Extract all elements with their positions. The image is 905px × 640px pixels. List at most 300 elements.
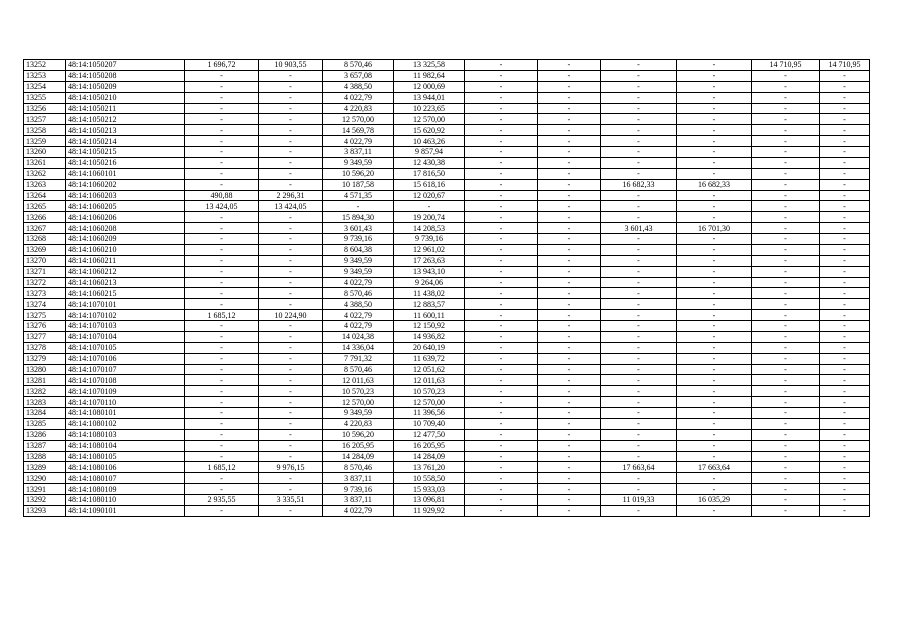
value-cell-6: - [538,201,601,212]
table-row [24,136,870,147]
value-cell-5: - [465,103,538,114]
row-number-cell: 13268 [24,234,66,245]
row-number-cell: 13264 [24,190,66,201]
value-cell-2: 13 424,05 [259,201,323,212]
value-cell-9: - [752,440,820,451]
value-cell-5: - [465,310,538,321]
value-cell-8: - [677,310,752,321]
value-cell-9: - [752,418,820,429]
value-cell-5: - [465,331,538,342]
value-cell-3: 10 596,20 [323,429,394,440]
value-cell-9: - [752,397,820,408]
cadastral-number-cell: 48:14:1050214 [66,136,185,147]
value-cell-3: 12 570,00 [323,114,394,125]
value-cell-1: - [185,147,259,158]
value-cell-3: 14 569,78 [323,125,394,136]
value-cell-1: 1 696,72 [185,60,259,71]
row-number-cell: 13269 [24,244,66,255]
value-cell-6: - [538,136,601,147]
value-cell-4: 12 570,00 [394,114,465,125]
row-number-cell: 13271 [24,266,66,277]
row-number-cell: 13278 [24,342,66,353]
value-cell-3: 8 570,46 [323,364,394,375]
table-row [24,70,870,81]
value-cell-2: - [259,364,323,375]
value-cell-6: - [538,92,601,103]
value-cell-7: - [601,103,677,114]
value-cell-8: - [677,397,752,408]
cadastral-number-cell: 48:14:1060209 [66,234,185,245]
value-cell-1: - [185,244,259,255]
row-number-cell: 13254 [24,81,66,92]
value-cell-7: - [601,451,677,462]
cadastral-number-cell: 48:14:1080106 [66,462,185,473]
row-number-cell: 13261 [24,157,66,168]
value-cell-10: - [820,147,870,158]
cadastral-number-cell: 48:14:1070102 [66,310,185,321]
value-cell-9: - [752,386,820,397]
value-cell-2: - [259,440,323,451]
value-cell-1: - [185,70,259,81]
value-cell-8: - [677,190,752,201]
value-cell-1: - [185,136,259,147]
value-cell-3: 16 205,95 [323,440,394,451]
row-number-cell: 13279 [24,353,66,364]
value-cell-1: 13 424,05 [185,201,259,212]
value-cell-6: - [538,342,601,353]
value-cell-2: - [259,244,323,255]
cadastral-number-cell: 48:14:1080109 [66,484,185,495]
value-cell-6: - [538,375,601,386]
value-cell-1: - [185,342,259,353]
value-cell-8: - [677,168,752,179]
value-cell-7: - [601,386,677,397]
value-cell-5: - [465,451,538,462]
table-row [24,353,870,364]
value-cell-6: - [538,505,601,516]
value-cell-6: - [538,429,601,440]
value-cell-10: - [820,223,870,234]
row-number-cell: 13274 [24,299,66,310]
value-cell-8: - [677,60,752,71]
value-cell-1: - [185,375,259,386]
value-cell-7: 16 682,33 [601,179,677,190]
value-cell-1: - [185,451,259,462]
value-cell-10: - [820,473,870,484]
value-cell-4: 13 761,20 [394,462,465,473]
value-cell-2: - [259,375,323,386]
value-cell-6: - [538,81,601,92]
value-cell-6: - [538,331,601,342]
value-cell-3: 4 022,79 [323,92,394,103]
value-cell-4: 11 438,02 [394,288,465,299]
value-cell-2: 9 976,15 [259,462,323,473]
value-cell-2: - [259,299,323,310]
table-row [24,288,870,299]
value-cell-10: - [820,342,870,353]
value-cell-2: - [259,81,323,92]
value-cell-2: - [259,408,323,419]
value-cell-6: - [538,157,601,168]
value-cell-8: - [677,386,752,397]
table-row [24,147,870,158]
value-cell-3: 4 220,83 [323,418,394,429]
value-cell-6: - [538,266,601,277]
value-cell-4: 12 961,02 [394,244,465,255]
value-cell-7: - [601,81,677,92]
value-cell-9: - [752,70,820,81]
value-cell-3: 4 022,79 [323,321,394,332]
row-number-cell: 13259 [24,136,66,147]
cadastral-number-cell: 48:14:1060213 [66,277,185,288]
table-row [24,495,870,506]
table-row [24,114,870,125]
value-cell-3: 12 570,00 [323,397,394,408]
value-cell-3: 4 388,50 [323,81,394,92]
table-row [24,342,870,353]
table-row [24,375,870,386]
row-number-cell: 13290 [24,473,66,484]
value-cell-5: - [465,277,538,288]
table-row [24,244,870,255]
value-cell-8: - [677,473,752,484]
table-row [24,266,870,277]
value-cell-10: - [820,386,870,397]
cadastral-number-cell: 48:14:1060206 [66,212,185,223]
value-cell-6: - [538,190,601,201]
value-cell-9: - [752,310,820,321]
value-cell-4: 9 264,06 [394,277,465,288]
table-row [24,190,870,201]
value-cell-8: - [677,201,752,212]
value-cell-3: 3 837,11 [323,147,394,158]
table-row [24,223,870,234]
row-number-cell: 13281 [24,375,66,386]
table-row [24,505,870,516]
value-cell-5: - [465,473,538,484]
cadastral-number-cell: 48:14:1060202 [66,179,185,190]
value-cell-2: - [259,505,323,516]
value-cell-9: - [752,331,820,342]
value-cell-2: 10 224,90 [259,310,323,321]
cadastral-number-cell: 48:14:1060215 [66,288,185,299]
value-cell-3: 7 791,32 [323,353,394,364]
value-cell-1: - [185,408,259,419]
value-cell-6: - [538,60,601,71]
value-cell-9: - [752,179,820,190]
value-cell-3: 3 657,08 [323,70,394,81]
value-cell-1: - [185,353,259,364]
value-cell-10: - [820,201,870,212]
table-row [24,310,870,321]
cadastral-number-cell: 48:14:1070103 [66,321,185,332]
value-cell-3: 8 604,38 [323,244,394,255]
value-cell-1: 1 685,12 [185,310,259,321]
value-cell-2: - [259,418,323,429]
value-cell-3: 8 570,46 [323,462,394,473]
value-cell-8: - [677,277,752,288]
value-cell-10: - [820,440,870,451]
table-row [24,397,870,408]
value-cell-1: - [185,418,259,429]
value-cell-5: - [465,429,538,440]
value-cell-2: - [259,223,323,234]
value-cell-7: - [601,429,677,440]
value-cell-5: - [465,484,538,495]
value-cell-7: - [601,505,677,516]
value-cell-1: - [185,484,259,495]
cadastral-number-cell: 48:14:1070107 [66,364,185,375]
value-cell-5: - [465,168,538,179]
table-row [24,60,870,71]
value-cell-5: - [465,266,538,277]
row-number-cell: 13291 [24,484,66,495]
value-cell-4: 12 020,67 [394,190,465,201]
cadastral-number-cell: 48:14:1050216 [66,157,185,168]
value-cell-2: - [259,353,323,364]
value-cell-4: 9 739,16 [394,234,465,245]
value-cell-2: - [259,147,323,158]
value-cell-1: - [185,125,259,136]
value-cell-6: - [538,440,601,451]
value-cell-1: - [185,223,259,234]
table-row [24,386,870,397]
value-cell-6: - [538,234,601,245]
value-cell-7: - [601,212,677,223]
value-cell-8: - [677,136,752,147]
value-cell-4: 10 223,65 [394,103,465,114]
value-cell-7: - [601,125,677,136]
value-cell-5: - [465,179,538,190]
cadastral-number-cell: 48:14:1070106 [66,353,185,364]
value-cell-4: 17 816,50 [394,168,465,179]
value-cell-7: 17 663,64 [601,462,677,473]
value-cell-6: - [538,168,601,179]
value-cell-5: - [465,60,538,71]
value-cell-7: 3 601,43 [601,223,677,234]
value-cell-1: - [185,114,259,125]
value-cell-3: 14 284,09 [323,451,394,462]
value-cell-3: 9 349,59 [323,255,394,266]
value-cell-5: - [465,375,538,386]
value-cell-10: - [820,136,870,147]
value-cell-8: - [677,364,752,375]
cadastral-number-cell: 48:14:1080105 [66,451,185,462]
value-cell-4: 13 944,01 [394,92,465,103]
value-cell-1: - [185,81,259,92]
value-cell-9: - [752,223,820,234]
value-cell-8: 17 663,64 [677,462,752,473]
row-number-cell: 13258 [24,125,66,136]
value-cell-5: - [465,92,538,103]
value-cell-10: - [820,277,870,288]
row-number-cell: 13277 [24,331,66,342]
value-cell-5: - [465,157,538,168]
row-number-cell: 13287 [24,440,66,451]
value-cell-9: - [752,114,820,125]
value-cell-9: - [752,505,820,516]
value-cell-2: - [259,386,323,397]
value-cell-9: - [752,103,820,114]
value-cell-3: 9 739,16 [323,484,394,495]
value-cell-8: - [677,484,752,495]
value-cell-4: 17 263,63 [394,255,465,266]
value-cell-10: - [820,353,870,364]
value-cell-10: - [820,331,870,342]
value-cell-2: - [259,212,323,223]
value-cell-7: - [601,92,677,103]
value-cell-9: - [752,255,820,266]
cadastral-number-cell: 48:14:1060203 [66,190,185,201]
value-cell-5: - [465,244,538,255]
value-cell-9: - [752,266,820,277]
value-cell-4: 19 200,74 [394,212,465,223]
value-cell-6: - [538,462,601,473]
value-cell-8: - [677,418,752,429]
value-cell-8: - [677,331,752,342]
value-cell-2: - [259,288,323,299]
value-cell-3: 9 349,59 [323,266,394,277]
value-cell-10: - [820,299,870,310]
value-cell-4: 14 208,53 [394,223,465,234]
value-cell-1: - [185,103,259,114]
table-row [24,408,870,419]
value-cell-6: - [538,321,601,332]
cadastral-number-cell: 48:14:1060212 [66,266,185,277]
value-cell-8: - [677,212,752,223]
value-cell-10: - [820,157,870,168]
value-cell-6: - [538,364,601,375]
value-cell-4: 11 982,64 [394,70,465,81]
value-cell-1: - [185,288,259,299]
value-cell-8: 16 682,33 [677,179,752,190]
value-cell-7: - [601,310,677,321]
row-number-cell: 13273 [24,288,66,299]
value-cell-10: - [820,375,870,386]
value-cell-3: 14 024,38 [323,331,394,342]
value-cell-4: - [394,201,465,212]
cadastral-number-cell: 48:14:1080110 [66,495,185,506]
value-cell-7: - [601,408,677,419]
value-cell-6: - [538,299,601,310]
value-cell-9: - [752,353,820,364]
value-cell-7: - [601,331,677,342]
value-cell-10: 14 710,95 [820,60,870,71]
value-cell-4: 15 933,03 [394,484,465,495]
value-cell-2: - [259,429,323,440]
value-cell-10: - [820,212,870,223]
value-cell-10: - [820,179,870,190]
value-cell-7: - [601,114,677,125]
value-cell-3: 3 601,43 [323,223,394,234]
value-cell-9: - [752,147,820,158]
value-cell-7: - [601,418,677,429]
value-cell-9: - [752,277,820,288]
value-cell-5: - [465,125,538,136]
value-cell-8: - [677,408,752,419]
value-cell-3: 9 349,59 [323,408,394,419]
value-cell-5: - [465,408,538,419]
value-cell-5: - [465,342,538,353]
row-number-cell: 13262 [24,168,66,179]
value-cell-4: 12 051,62 [394,364,465,375]
value-cell-7: - [601,440,677,451]
value-cell-4: 12 150,92 [394,321,465,332]
value-cell-7: - [601,342,677,353]
value-cell-8: - [677,288,752,299]
value-cell-8: 16 701,30 [677,223,752,234]
value-cell-5: - [465,223,538,234]
value-cell-3: 8 570,46 [323,60,394,71]
table-row [24,299,870,310]
row-number-cell: 13263 [24,179,66,190]
value-cell-10: - [820,190,870,201]
value-cell-3: 4 022,79 [323,136,394,147]
value-cell-8: - [677,125,752,136]
value-cell-1: - [185,321,259,332]
row-number-cell: 13272 [24,277,66,288]
value-cell-2: - [259,179,323,190]
value-cell-10: - [820,244,870,255]
value-cell-7: - [601,364,677,375]
value-cell-6: - [538,277,601,288]
value-cell-4: 14 936,82 [394,331,465,342]
value-cell-9: - [752,168,820,179]
table-row [24,179,870,190]
value-cell-2: - [259,277,323,288]
value-cell-9: - [752,364,820,375]
value-cell-5: - [465,212,538,223]
value-cell-9: - [752,375,820,386]
cadastral-number-cell: 48:14:1050210 [66,92,185,103]
value-cell-3: 9 349,59 [323,157,394,168]
value-cell-4: 15 620,92 [394,125,465,136]
value-cell-5: - [465,386,538,397]
value-cell-4: 11 639,72 [394,353,465,364]
cadastral-number-cell: 48:14:1080103 [66,429,185,440]
cadastral-number-cell: 48:14:1050213 [66,125,185,136]
row-number-cell: 13283 [24,397,66,408]
row-number-cell: 13253 [24,70,66,81]
value-cell-8: - [677,103,752,114]
value-cell-2: - [259,70,323,81]
table-row [24,418,870,429]
value-cell-6: - [538,353,601,364]
row-number-cell: 13289 [24,462,66,473]
value-cell-9: - [752,321,820,332]
value-cell-2: - [259,321,323,332]
table-row [24,103,870,114]
value-cell-9: - [752,92,820,103]
value-cell-5: - [465,397,538,408]
value-cell-6: - [538,244,601,255]
value-cell-6: - [538,223,601,234]
value-cell-5: - [465,136,538,147]
value-cell-8: - [677,353,752,364]
value-cell-1: - [185,364,259,375]
value-cell-4: 12 000,69 [394,81,465,92]
value-cell-7: - [601,147,677,158]
value-cell-5: - [465,234,538,245]
value-cell-7: - [601,244,677,255]
value-cell-9: - [752,429,820,440]
value-cell-7: - [601,353,677,364]
value-cell-5: - [465,81,538,92]
table-row [24,462,870,473]
value-cell-5: - [465,288,538,299]
table-row [24,201,870,212]
value-cell-5: - [465,201,538,212]
